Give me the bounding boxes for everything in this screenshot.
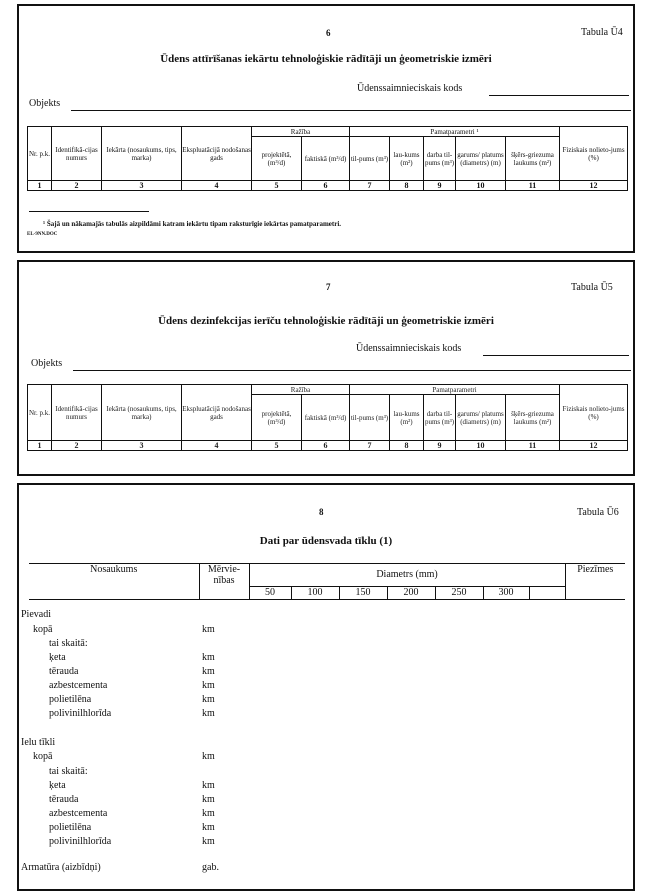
row-unit: km xyxy=(202,751,215,762)
col-tilpums: til-pums (m³) xyxy=(350,137,390,181)
col-nr: Nr. p.k. xyxy=(28,385,52,441)
object-field-line[interactable] xyxy=(73,370,631,371)
diameter-cell: 100 xyxy=(291,586,339,599)
row-unit: km xyxy=(202,822,215,833)
col-nr: Nr. p.k. xyxy=(28,127,52,181)
row-name: ķeta xyxy=(49,652,66,663)
col-number: 11 xyxy=(506,181,560,191)
row-name: azbestcementa xyxy=(49,680,108,691)
col-faktiska: faktiskā (m³/d) xyxy=(302,137,350,181)
col-number: 7 xyxy=(350,181,390,191)
col-projekteta: projektētā, (m³/d) xyxy=(252,395,302,441)
col-laukums: lau-kums (m²) xyxy=(390,137,424,181)
col-number: 12 xyxy=(560,441,628,451)
col-iekarta: Iekārta (nosaukums, tips, marka) xyxy=(102,127,182,181)
table-u4-panel xyxy=(17,4,635,253)
code-label: Ūdenssaimnieciskais kods xyxy=(356,343,462,354)
col-skers: šķērs-griezuma laukums (m²) xyxy=(506,395,560,441)
diameter-cell: 50 xyxy=(249,586,291,599)
row-name: polietilēna xyxy=(49,822,92,833)
page-number: 7 xyxy=(326,282,331,292)
row-name: polivinilhlorīda xyxy=(49,708,112,719)
table-u5-panel xyxy=(17,260,635,476)
data-table xyxy=(27,126,628,191)
col-projekteta: projektētā, (m³/d) xyxy=(252,137,302,181)
page-number: 8 xyxy=(319,507,324,517)
object-field-line[interactable] xyxy=(71,110,631,111)
row-name: ķeta xyxy=(49,780,66,791)
row-unit: km xyxy=(202,694,215,705)
col-ident: Identifikā-cijas numurs xyxy=(52,127,102,181)
col-number: 8 xyxy=(390,441,424,451)
col-number: 4 xyxy=(182,181,252,191)
tabula-label: Tabula Ū4 xyxy=(581,27,623,38)
col-number: 10 xyxy=(456,441,506,451)
code-field-line[interactable] xyxy=(483,355,629,356)
data-table xyxy=(27,384,628,451)
row-name: Pievadi xyxy=(21,609,51,620)
row-name: tai skaitā: xyxy=(49,638,88,649)
row-name: tērauda xyxy=(49,666,79,677)
col-ident: Identifikā-cijas numurs xyxy=(52,385,102,441)
col-faktiska: faktiskā (m³/d) xyxy=(302,395,350,441)
diameter-cell: 200 xyxy=(387,586,435,599)
col-skers: šķērs-griezuma laukums (m²) xyxy=(506,137,560,181)
col-ekspl: Ekspluatācijā nodošanas gads xyxy=(182,385,252,441)
col-number: 5 xyxy=(252,441,302,451)
col-ekspl: Ekspluatācijā nodošanas gads xyxy=(182,127,252,181)
col-number: 5 xyxy=(252,181,302,191)
col-fiziskais: Fiziskais nolieto-jums (%) xyxy=(560,127,628,181)
row-name: Ielu tīkli xyxy=(21,737,56,748)
object-label: Objekts xyxy=(31,358,63,369)
row-name: tai skaitā: xyxy=(49,766,88,777)
tabula-label: Tabula Ū5 xyxy=(571,282,613,293)
col-darba: darba til-pums (m³) xyxy=(424,137,456,181)
network-header-table xyxy=(29,563,625,600)
footnote-divider xyxy=(29,211,149,212)
col-iekarta: Iekārta (nosaukums, tips, marka) xyxy=(102,385,182,441)
table-u6-panel xyxy=(17,483,635,891)
col-number: 2 xyxy=(52,181,102,191)
row-unit: km xyxy=(202,666,215,677)
footnote: ¹ Šajā un nākamajās tabulās aizpildāmi katram iekārtu tipam raksturīgie iekārtas pamatparametri. xyxy=(43,220,342,228)
col-number: 1 xyxy=(28,181,52,191)
col-number: 3 xyxy=(102,181,182,191)
table-title: Ūdens dezinfekcijas ierīču tehnoloģiskie rādītāji un ģeometriskie izmēri xyxy=(158,315,494,327)
col-number: 10 xyxy=(456,181,506,191)
diameter-cell: 300 xyxy=(483,586,529,599)
group-raziba: Ražība xyxy=(252,127,350,137)
col-darba: darba til-pums (m³) xyxy=(424,395,456,441)
group-pamat: Pamatparametri xyxy=(350,385,560,395)
col-number: 3 xyxy=(102,441,182,451)
row-unit: km xyxy=(202,652,215,663)
object-label: Objekts xyxy=(29,98,61,109)
col-number: 1 xyxy=(28,441,52,451)
col-number: 8 xyxy=(390,181,424,191)
row-name: azbestcementa xyxy=(49,808,108,819)
col-laukums: lau-kums (m²) xyxy=(390,395,424,441)
col-tilpums: til-pums (m³) xyxy=(350,395,390,441)
col-garums: garums/ platums (diametrs) (m) xyxy=(456,395,506,441)
col-number: 6 xyxy=(302,181,350,191)
col-garums: garums/ platums (diametrs) (m) xyxy=(456,137,506,181)
row-unit: km xyxy=(202,708,215,719)
row-unit: km xyxy=(202,836,215,847)
row-unit: km xyxy=(202,794,215,805)
col-number: 12 xyxy=(560,181,628,191)
page-number: 6 xyxy=(326,28,331,38)
row-unit: km xyxy=(202,808,215,819)
col-mervienibas: Mērvie-nības xyxy=(199,564,249,587)
col-number: 4 xyxy=(182,441,252,451)
code-label: Ūdenssaimnieciskais kods xyxy=(357,83,463,94)
col-number: 7 xyxy=(350,441,390,451)
group-raziba: Ražība xyxy=(252,385,350,395)
row-unit: gab. xyxy=(202,862,219,873)
col-number: 11 xyxy=(506,441,560,451)
col-number: 9 xyxy=(424,181,456,191)
col-number: 6 xyxy=(302,441,350,451)
diameter-cell: 150 xyxy=(339,586,387,599)
row-unit: km xyxy=(202,780,215,791)
group-pamat: Pamatparametri ¹ xyxy=(350,127,560,137)
table-title: Dati par ūdensvada tīklu (1) xyxy=(259,535,393,547)
tabula-label: Tabula Ū6 xyxy=(577,507,619,518)
diameter-cell: 250 xyxy=(435,586,483,599)
col-nosaukums: Nosaukums xyxy=(29,564,199,600)
row-name: polietilēna xyxy=(49,694,92,705)
row-unit: km xyxy=(202,624,215,635)
code-field-line[interactable] xyxy=(489,95,629,96)
col-diametrs: Diametrs (mm) xyxy=(249,564,565,587)
row-unit: km xyxy=(202,680,215,691)
row-name: kopā xyxy=(33,624,53,635)
row-name: Armatūra (aizbīdņi) xyxy=(21,862,101,873)
row-name: tērauda xyxy=(49,794,79,805)
file-ref: EL-9NN.DOC xyxy=(27,232,58,237)
row-name: kopā xyxy=(33,751,53,762)
row-name: polivinilhlorīda xyxy=(49,836,112,847)
col-number: 2 xyxy=(52,441,102,451)
table-title: Ūdens attīrīšanas iekārtu tehnoloģiskie rādītāji un ģeometriskie izmēri xyxy=(160,53,492,65)
col-piezimes: Piezīmes xyxy=(565,564,625,600)
col-fiziskais: Fiziskais nolieto-jums (%) xyxy=(560,385,628,441)
col-number: 9 xyxy=(424,441,456,451)
